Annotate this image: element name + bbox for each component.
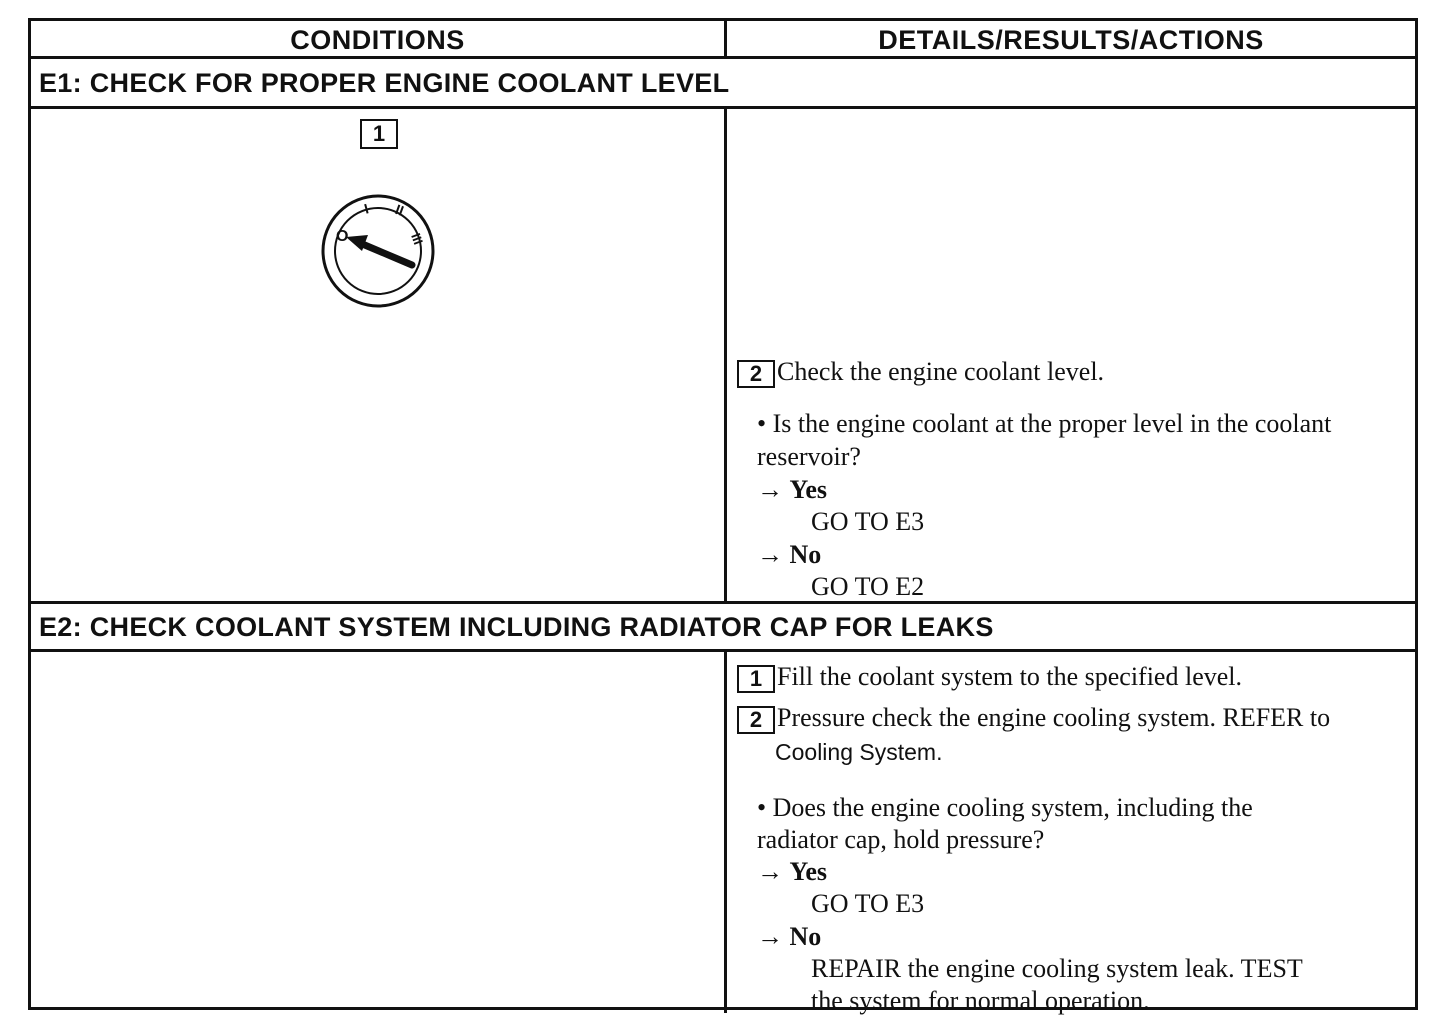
e1-section-title: E1: CHECK FOR PROPER ENGINE COOLANT LEVEL (31, 59, 1415, 109)
e2-section-title: E2: CHECK COOLANT SYSTEM INCLUDING RADIATOR CAP FOR LEAKS (31, 604, 1415, 652)
e2-yes-action: GO TO E3 (811, 889, 925, 918)
e1-conditions-cell (31, 109, 727, 601)
e1-details-cell (727, 109, 1415, 601)
ignition-label-off: O (336, 228, 349, 245)
e1-step2-text: Check the engine coolant level. (777, 357, 1105, 386)
e1-step1-number: 1 (360, 119, 398, 149)
e1-question-line2: reservoir? (757, 442, 861, 471)
e2-section-body (31, 652, 1415, 1013)
e1-no-label: No (789, 540, 822, 569)
e1-step2-number: 2 (737, 360, 775, 388)
e2-step2-text: Pressure check the engine cooling system. REFER to (777, 703, 1331, 732)
ignition-label-2: II (393, 201, 406, 219)
ignition-label-3: III (408, 231, 426, 247)
table-header (31, 21, 1415, 59)
e1-yes-action: GO TO E3 (811, 507, 925, 536)
details-column-header: DETAILS/RESULTS/ACTIONS (878, 25, 1264, 55)
e2-yes-branch (757, 857, 827, 887)
e2-no-action-line1: REPAIR the engine cooling system leak. TEST (811, 954, 1303, 983)
e1-question-line1: • Is the engine coolant at the proper level in the coolant (757, 409, 1332, 438)
e1-yes-branch (757, 475, 827, 505)
e1-no-arrow: → (757, 540, 783, 569)
e2-conditions-cell (31, 652, 727, 1013)
e1-no-action: GO TO E2 (811, 572, 925, 601)
e2-question-line1: • Does the engine cooling system, including the (757, 793, 1253, 822)
conditions-column-header: CONDITIONS (31, 21, 727, 59)
e2-step1-number: 1 (737, 665, 775, 693)
ignition-switch-icon (316, 191, 446, 321)
e2-no-arrow: → (757, 922, 783, 951)
e2-no-action-line2: the system for normal operation. (811, 986, 1150, 1015)
e2-yes-arrow: → (757, 857, 783, 886)
e1-yes-label: Yes (789, 475, 828, 504)
e2-details-cell (727, 652, 1415, 1013)
e2-no-label: No (789, 922, 822, 951)
ignition-label-1: I (362, 200, 371, 217)
e1-step2 (737, 357, 1104, 388)
e2-step2-reference: Cooling System. (775, 739, 943, 765)
e1-yes-arrow: → (757, 475, 783, 504)
e2-yes-label: Yes (789, 857, 828, 886)
e2-no-branch (757, 922, 821, 952)
e2-step1 (737, 662, 1242, 693)
e1-section-body (31, 109, 1415, 604)
e2-question-line2: radiator cap, hold pressure? (757, 825, 1045, 854)
e2-step2-number: 2 (737, 706, 775, 734)
e2-step1-text: Fill the coolant system to the specified level. (777, 662, 1243, 691)
diagnostic-table (28, 18, 1418, 1015)
e2-step2 (737, 703, 1330, 734)
e1-no-branch (757, 540, 821, 570)
